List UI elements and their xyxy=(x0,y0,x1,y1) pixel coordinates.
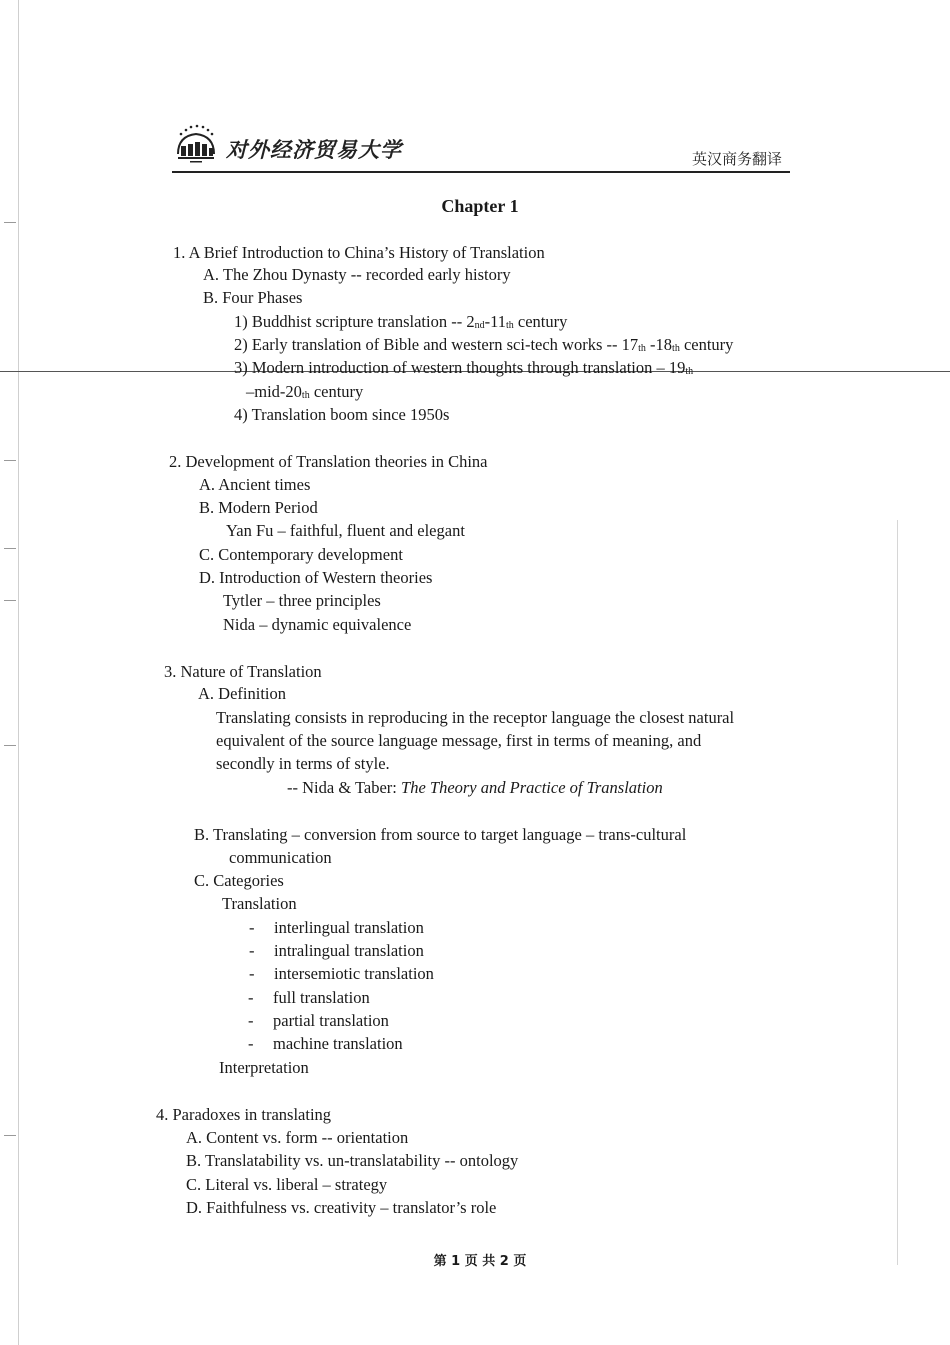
university-name: 对外经济贸易大学 xyxy=(226,137,402,162)
category-list-item: - interlingual translation xyxy=(249,918,424,937)
page-header xyxy=(172,120,790,172)
outline-item: A. Ancient times xyxy=(199,475,311,494)
outline-item: A. Content vs. form -- orientation xyxy=(186,1128,409,1147)
scan-edge xyxy=(18,0,19,1345)
outline-subitem: 3) Modern introduction of western thoughts through translation – $19_{th}$ xyxy=(234,358,694,377)
section-heading: 1. A Brief Introduction to China’s History of Translation xyxy=(173,243,545,262)
page-title: Chapter 1 xyxy=(441,196,519,216)
definition-text: Translating consists in reproducing in the receptor language the closest natural xyxy=(216,708,735,727)
scan-mark xyxy=(4,548,16,549)
outline-item: B. Translatability vs. un-translatability -- ontology xyxy=(186,1151,519,1170)
definition-text: secondly in terms of style. xyxy=(216,754,390,773)
citation: -- Nida & Taber: The Theory and Practice of Translation xyxy=(287,778,663,797)
outline-item: D. Introduction of Western theories xyxy=(199,568,433,587)
page-number: 第 1 页 共 2 页 xyxy=(433,1254,527,1269)
header-rule xyxy=(172,171,790,173)
definition-text: equivalent of the source language message, first in terms of meaning, and xyxy=(216,731,702,750)
category-list-item: - full translation xyxy=(248,988,370,1007)
scan-edge xyxy=(897,520,898,1265)
scan-mark xyxy=(4,460,16,461)
category-label: Translation xyxy=(222,894,297,913)
outline-subitem: 1) Buddhist scripture translation -- $2_{nd}-11_{th}$ century xyxy=(234,312,568,331)
category-list-item: - machine translation xyxy=(248,1034,403,1053)
category-label: Interpretation xyxy=(219,1058,309,1077)
outline-subitem-continued: $-mid-20_{th}$ century xyxy=(246,382,364,401)
outline-item-continued: communication xyxy=(229,848,332,867)
scan-mark xyxy=(4,745,16,746)
outline-item: C. Literal vs. liberal – strategy xyxy=(186,1175,388,1194)
outline-item: B. Translating – conversion from source to target language – trans-cultural xyxy=(194,825,687,844)
category-list-item: - intralingual translation xyxy=(249,941,424,960)
outline-detail: Yan Fu – faithful, fluent and elegant xyxy=(226,521,465,540)
course-name: 英汉商务翻译 xyxy=(691,150,782,168)
outline-item: B. Four Phases xyxy=(203,288,303,307)
university-logo-icon xyxy=(172,122,220,166)
outline-item: B. Modern Period xyxy=(199,498,318,517)
outline-detail: Tytler – three principles xyxy=(223,591,381,610)
section-heading: 4. Paradoxes in translating xyxy=(156,1105,332,1124)
section-heading: 2. Development of Translation theories in China xyxy=(169,452,488,471)
category-list-item: - intersemiotic translation xyxy=(249,964,434,983)
outline-subitem: 2) Early translation of Bible and western sci-tech works -- $17_{th}$ $-18_{th}$ century xyxy=(234,335,734,354)
scan-mark xyxy=(4,600,16,601)
outline-item: A. Definition xyxy=(198,684,286,703)
scan-mark xyxy=(4,1135,16,1136)
outline-item: C. Categories xyxy=(194,871,284,890)
outline-detail: Nida – dynamic equivalence xyxy=(223,615,412,634)
outline-item: D. Faithfulness vs. creativity – translator’s role xyxy=(186,1198,497,1217)
outline-item: A. The Zhou Dynasty -- recorded early history xyxy=(203,265,511,284)
citation-title: The Theory and Practice of Translation xyxy=(401,778,663,797)
outline-item: C. Contemporary development xyxy=(199,545,403,564)
outline-subitem: 4) Translation boom since 1950s xyxy=(234,405,450,424)
section-heading: 3. Nature of Translation xyxy=(164,662,322,681)
scan-mark xyxy=(4,222,16,223)
category-list-item: - partial translation xyxy=(248,1011,389,1030)
